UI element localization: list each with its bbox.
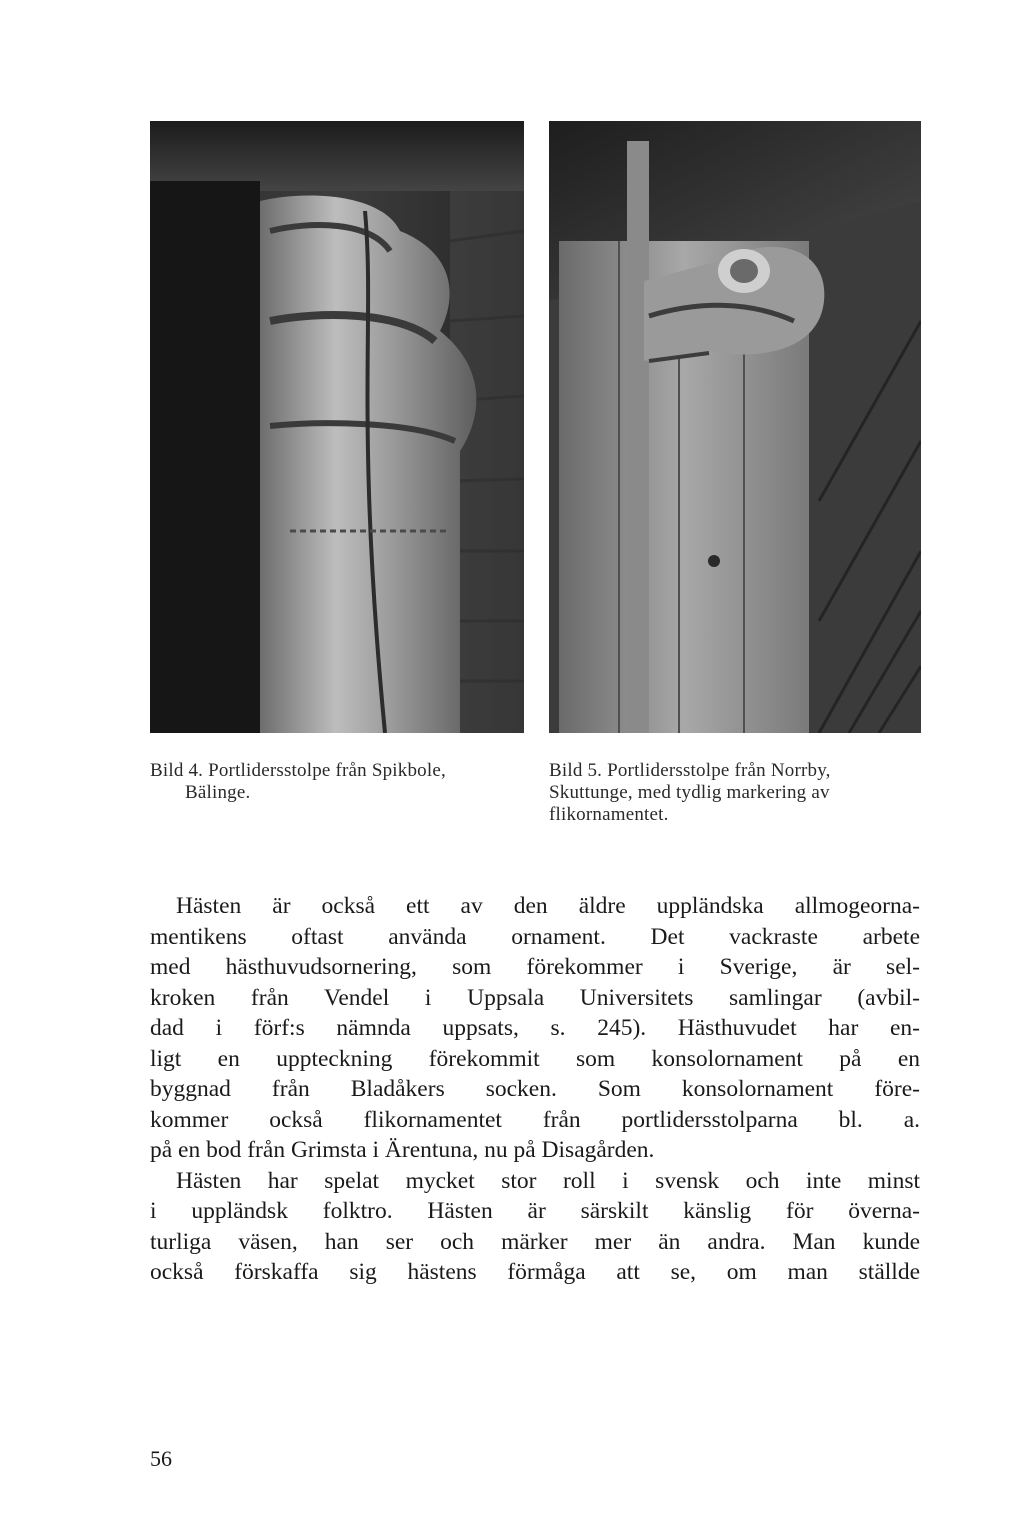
body-line: byggnad från Bladåkers socken. Som konsolornament före- (150, 1076, 920, 1102)
body-line: Hästen har spelat mycket stor roll i svensk och inte minst (176, 1167, 920, 1194)
caption-line: Skuttunge, med tydlig markering av (549, 782, 830, 803)
page-number: 56 (150, 1446, 172, 1471)
figure-caption (549, 760, 929, 826)
body-line: mentikens oftast använda ornament. Det vackraste arbete (150, 923, 920, 950)
carved-post-photo (150, 121, 524, 733)
caption-line: Bälinge. (185, 782, 251, 803)
figure-caption (150, 760, 530, 804)
plank-post-photo (549, 121, 921, 733)
body-line: turliga väsen, han ser och märker mer än andra. Man kunde (150, 1228, 920, 1255)
body-line: med hästhuvudsornering, som förekommer i Sverige, är sel- (150, 954, 920, 980)
caption-line: Bild 5. Portlidersstolpe från Norrby, (549, 760, 831, 781)
photo-bild-4 (150, 121, 524, 733)
body-text (150, 891, 920, 1288)
body-line: dad i förf:s nämnda uppsats, s. 245). Hästhuvudet har en- (150, 1015, 920, 1041)
body-line: Hästen är också ett av den äldre uppländska allmogeorna- (176, 893, 920, 919)
caption-line: Bild 4. Portlidersstolpe från Spikbole, (150, 760, 446, 781)
photo-bild-5 (549, 121, 921, 733)
body-line: ligt en uppteckning förekommit som konsolornament på en (150, 1045, 920, 1072)
body-line: kroken från Vendel i Uppsala Universitets samlingar (avbil- (150, 984, 920, 1011)
body-line: i uppländsk folktro. Hästen är särskilt känslig för överna- (150, 1198, 920, 1224)
body-line: också förskaffa sig hästens förmåga att se, om man ställde (150, 1259, 920, 1285)
body-line: på en bod från Grimsta i Ärentuna, nu på Disagården. (150, 1137, 655, 1163)
caption-line: flikornamentet. (549, 804, 669, 825)
body-line: kommer också flikornamentet från portlidersstolparna bl. a. (150, 1106, 920, 1133)
